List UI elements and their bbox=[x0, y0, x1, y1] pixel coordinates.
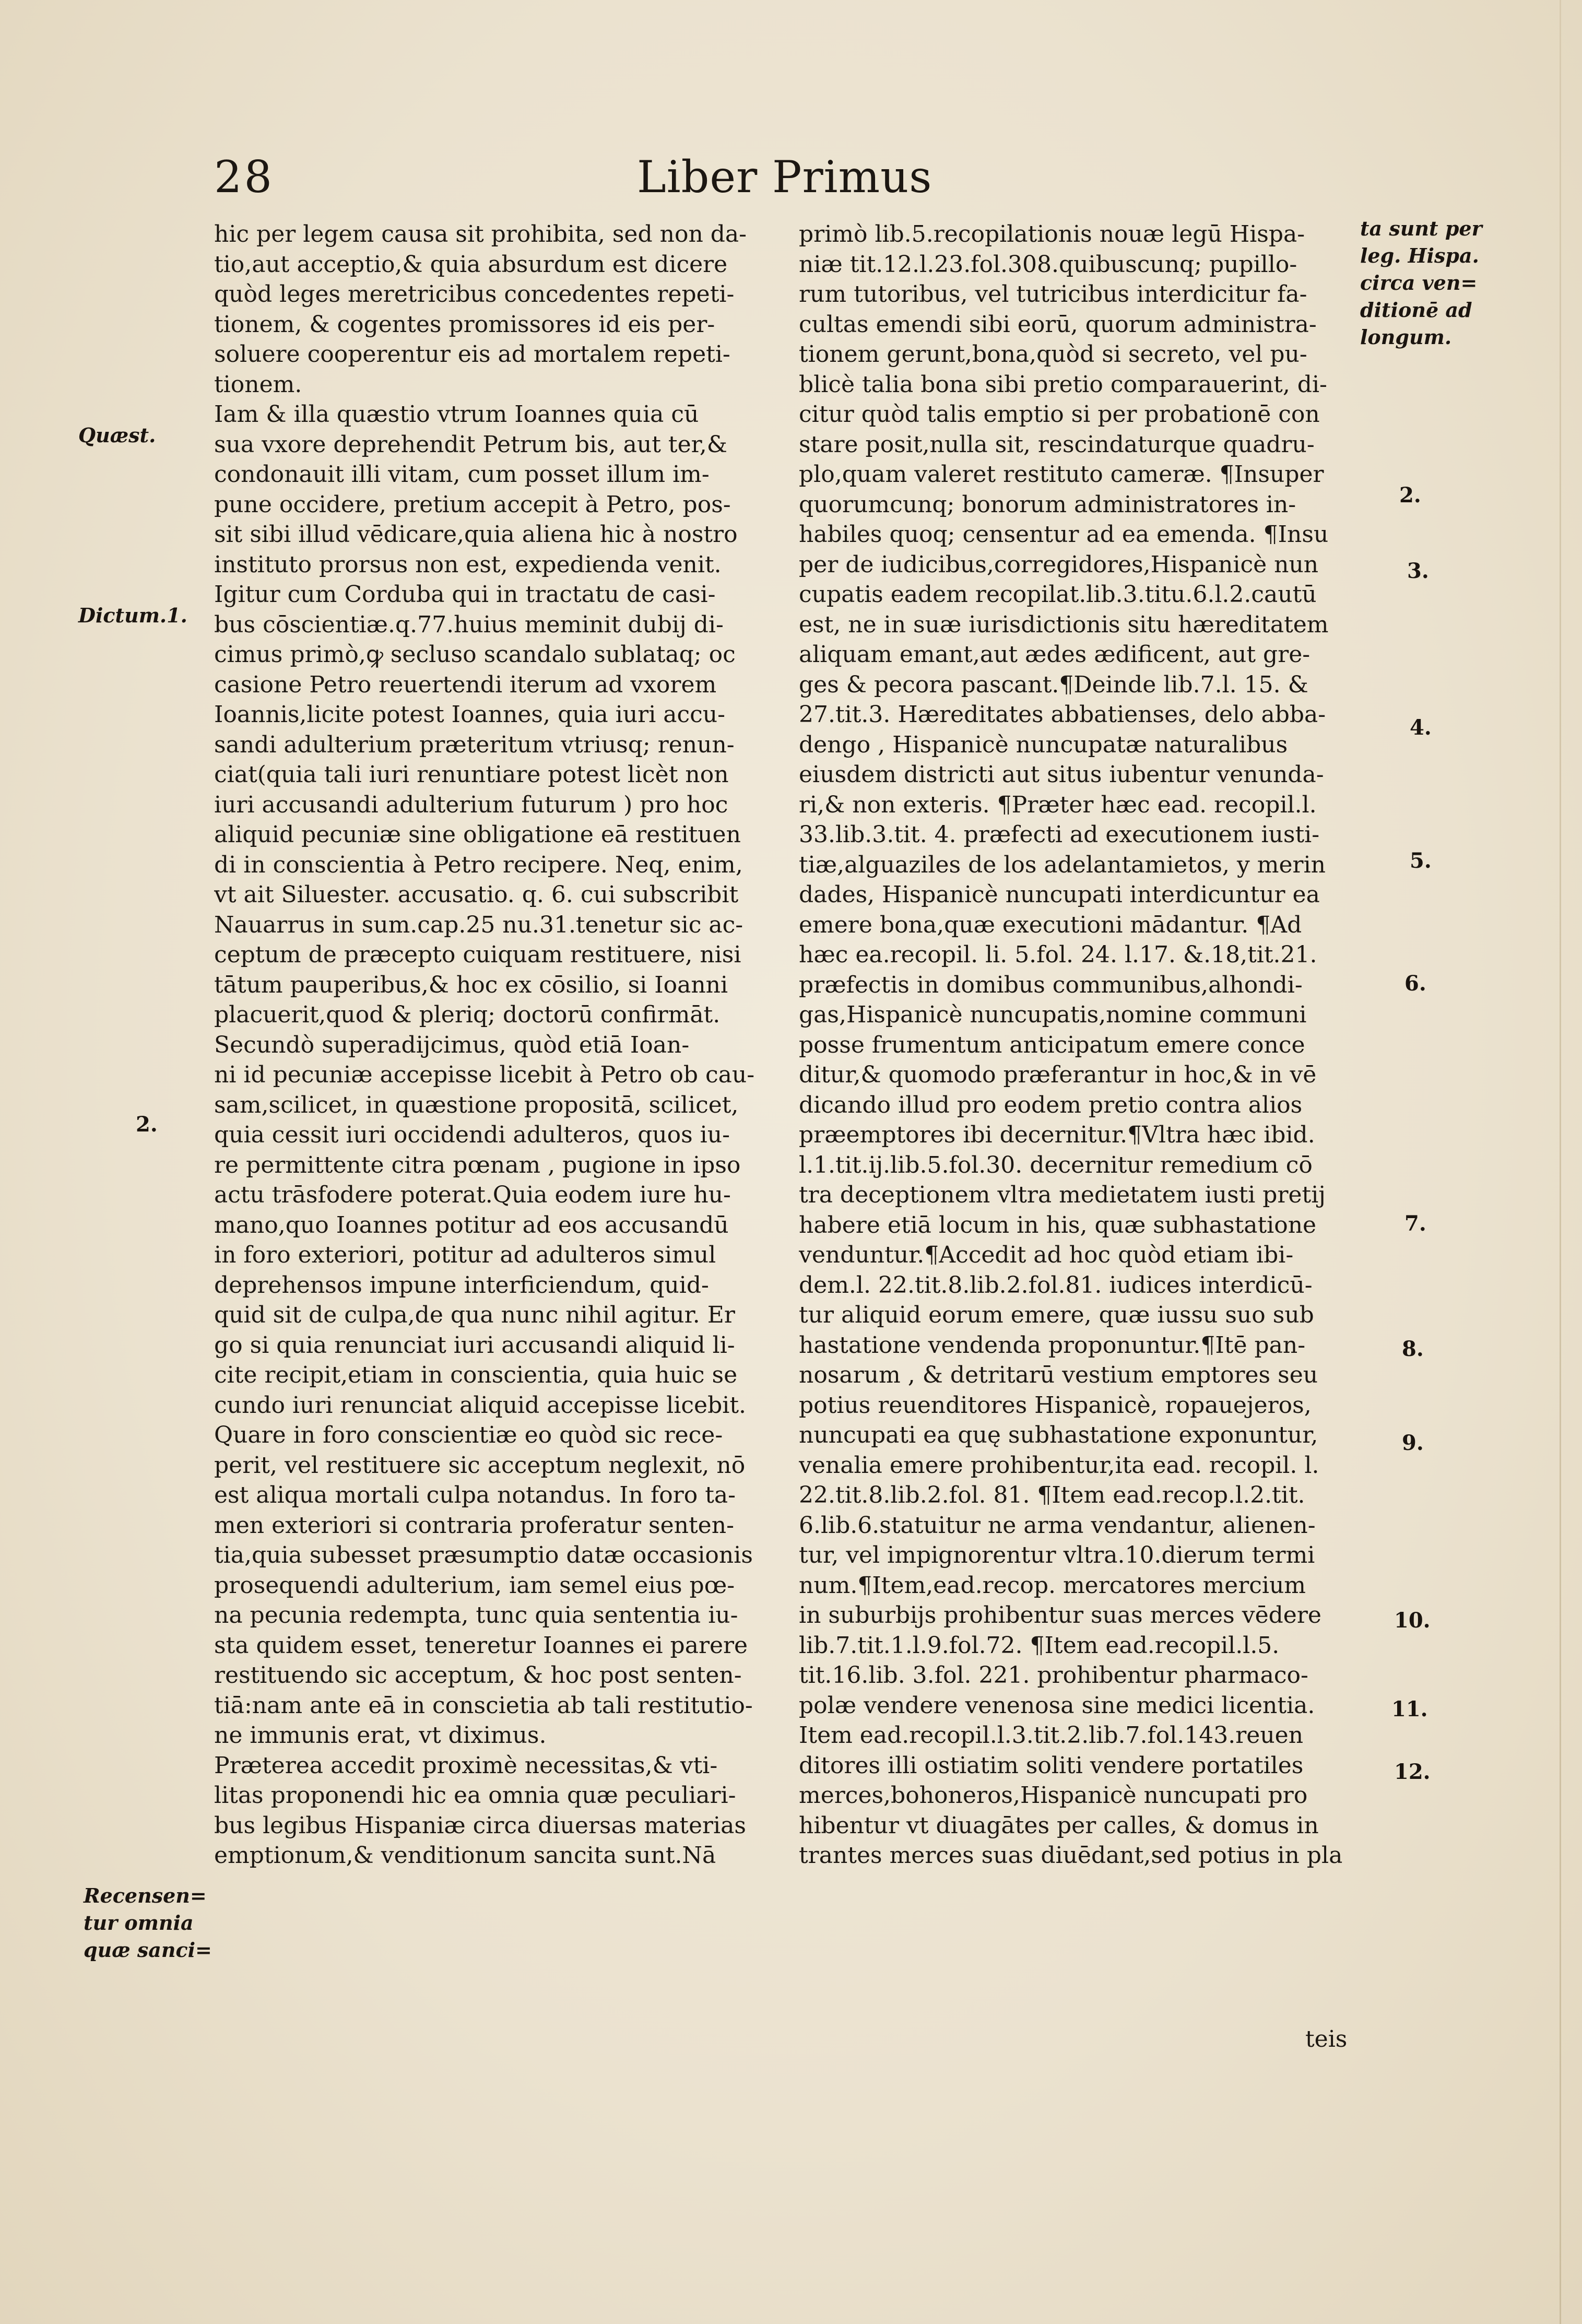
text-line: nosarum , & detritarū vestium emptores seu bbox=[799, 1362, 1318, 1388]
text-line: sta quidem esset, teneretur Ioannes ei parere bbox=[214, 1632, 748, 1659]
text-line: rum tutoribus, vel tutricibus interdicitur fa- bbox=[799, 281, 1307, 308]
text-line: habere etiā locum in his, quæ subhastatione bbox=[799, 1211, 1317, 1238]
text-line: emptionum,& venditionum sancita sunt.Nā bbox=[214, 1842, 716, 1869]
text-line: Ioannis,licite potest Ioannes, quia iuri accu- bbox=[214, 701, 725, 728]
text-line: actu trāsfodere poterat.Quia eodem iure hu- bbox=[214, 1182, 731, 1208]
text-line: trantes merces suas diuēdant,sed potius in pla bbox=[799, 1842, 1343, 1869]
text-line: emere bona,quæ executioni mādantur. ¶Ad bbox=[799, 911, 1302, 938]
text-line: præemptores ibi decernitur.¶Vltra hæc ibid. bbox=[799, 1122, 1315, 1148]
text-line: Secundò superadijcimus, quòd etiā Ioan- bbox=[214, 1031, 690, 1058]
text-line: cimus primò,ꝙ secluso scandalo sublataq; oc bbox=[214, 641, 736, 668]
text-line: stare posit,nulla sit, rescindaturque quadru- bbox=[799, 431, 1315, 458]
text-line: sandi adulterium præteritum vtriusq; renun- bbox=[214, 731, 735, 758]
text-line: mano,quo Ioannes potitur ad eos accusandū bbox=[214, 1211, 729, 1238]
text-line: cite recipit,etiam in conscientia, quia huic se bbox=[214, 1362, 738, 1388]
text-line: hæc ea.recopil. li. 5.fol. 24. l.17. &.18,tit.21. bbox=[799, 941, 1317, 968]
text-line: instituto prorsus non est, expedienda venit. bbox=[214, 551, 722, 578]
text-line: Igitur cum Corduba qui in tractatu de casi- bbox=[214, 581, 716, 608]
text-line: posse frumentum anticipatum emere conce bbox=[799, 1031, 1305, 1058]
margin-note-gloss: ta sunt per leg. Hispa. circa ven= ditionē ad longum. bbox=[1360, 217, 1482, 349]
text-line: tur aliquid eorum emere, quæ iussu suo sub bbox=[799, 1302, 1314, 1328]
text-line: cundo iuri renunciat aliquid accepisse licebit. bbox=[214, 1391, 746, 1419]
text-line: nuncupati ea quę subhastatione exponuntur, bbox=[799, 1422, 1318, 1448]
text-line: bus cōscientiæ.q.77.huius meminit dubij di- bbox=[214, 611, 724, 638]
text-line: deprehensos impune interficiendum, quid- bbox=[214, 1271, 709, 1299]
margin-number: 2. bbox=[136, 1112, 158, 1137]
text-line: num.¶Item,ead.recop. mercatores mercium bbox=[799, 1572, 1306, 1599]
margin-number: 3. bbox=[1407, 559, 1429, 583]
text-line: tiæ,alguaziles de los adelantamietos, y merin bbox=[799, 851, 1326, 878]
text-line: hastatione vendenda proponuntur.¶Itē pan- bbox=[799, 1331, 1306, 1359]
text-line: vt ait Siluester. accusatio. q. 6. cui subscribit bbox=[214, 881, 739, 908]
text-line: tionem. bbox=[214, 371, 302, 398]
text-line: Quare in foro conscientiæ eo quòd sic rece- bbox=[214, 1422, 723, 1448]
text-line: niæ tit.12.l.23.fol.308.quibuscunq; pupillo- bbox=[799, 251, 1297, 278]
text-line: tionem gerunt,bona,quòd si secreto, vel pu- bbox=[799, 341, 1307, 368]
text-line: ges & pecora pascant.¶Deinde lib.7.l. 15. & bbox=[799, 671, 1308, 698]
right-text-column bbox=[799, 219, 1352, 1871]
text-line: di in conscientia à Petro recipere. Neq, enim, bbox=[214, 851, 743, 878]
text-line: hibentur vt diuagātes per calles, & domus in bbox=[799, 1812, 1319, 1839]
text-line: eiusdem districti aut situs iubentur venunda- bbox=[799, 761, 1324, 788]
catchword: teis bbox=[1305, 2026, 1348, 2052]
text-line: est aliqua mortali culpa notandus. In foro ta- bbox=[214, 1482, 736, 1508]
text-line: ni id pecuniæ accepisse licebit à Petro ob cau- bbox=[214, 1061, 755, 1088]
text-line: pune occidere, pretium accepit à Petro, pos- bbox=[214, 491, 731, 518]
text-line: 6.lib.6.statuitur ne arma vendantur, alienen- bbox=[799, 1512, 1316, 1539]
text-line: tit.16.lib. 3.fol. 221. prohibentur pharmaco- bbox=[799, 1662, 1308, 1689]
margin-number: 9. bbox=[1402, 1431, 1424, 1455]
text-line: ri,& non exteris. ¶Præter hæc ead. recopil.l. bbox=[799, 791, 1317, 818]
margin-number: 11. bbox=[1391, 1697, 1428, 1721]
text-line: bus legibus Hispaniæ circa diuersas materias bbox=[214, 1812, 746, 1839]
running-title: Liber Primus bbox=[637, 151, 932, 203]
margin-number: 10. bbox=[1394, 1608, 1431, 1633]
text-line: sit sibi illud vēdicare,quia aliena hic à nostro bbox=[214, 521, 738, 548]
margin-note-quaest: Quæst. bbox=[78, 423, 156, 447]
text-line: ceptum de præcepto cuiquam restituere, nisi bbox=[214, 941, 741, 968]
margin-note-recensentur: Recensen= tur omnia quæ sanci= bbox=[84, 1884, 212, 1962]
text-line: dades, Hispanicè nuncupati interdicuntur ea bbox=[799, 881, 1320, 908]
text-line: venalia emere prohibentur,ita ead. recopil. l. bbox=[799, 1452, 1319, 1479]
text-line: tra deceptionem vltra medietatem iusti pretij bbox=[799, 1182, 1326, 1208]
text-line: habiles quoq; censentur ad ea emenda. ¶Insu bbox=[799, 521, 1329, 548]
text-line: re permittente citra pœnam , pugione in ipso bbox=[214, 1151, 741, 1178]
text-line: Nauarrus in sum.cap.25 nu.31.tenetur sic ac- bbox=[214, 911, 743, 938]
page-number: 28 bbox=[214, 151, 274, 203]
text-line: iuri accusandi adulterium futurum ) pro hoc bbox=[214, 791, 728, 818]
text-line: per de iudicibus,corregidores,Hispanicè nun bbox=[799, 551, 1319, 578]
margin-number: 2. bbox=[1399, 483, 1421, 508]
text-line: Præterea accedit proximè necessitas,& vti- bbox=[214, 1752, 718, 1779]
text-line: tia,quia subesset præsumptio datæ occasionis bbox=[214, 1542, 753, 1568]
text-line: 33.lib.3.tit. 4. præfecti ad executionem iusti- bbox=[799, 821, 1320, 848]
text-line: placuerit,quod & pleriq; doctorū confirmāt. bbox=[214, 1001, 721, 1028]
text-line: ditores illi ostiatim soliti vendere portatiles bbox=[799, 1752, 1304, 1779]
text-line: quòd leges meretricibus concedentes repeti- bbox=[214, 281, 735, 308]
text-line: sam,scilicet, in quæstione propositā, scilicet, bbox=[214, 1091, 739, 1118]
text-line: tio,aut acceptio,& quia absurdum est dicere bbox=[214, 251, 728, 278]
text-line: cultas emendi sibi eorū, quorum administra- bbox=[799, 311, 1317, 338]
text-line: quorumcunq; bonorum administratores in- bbox=[799, 491, 1296, 518]
margin-number: 5. bbox=[1410, 848, 1432, 873]
text-line: aliquid pecuniæ sine obligatione eā restituen bbox=[214, 821, 741, 848]
page-edge bbox=[1560, 0, 1561, 2324]
text-line: men exteriori si contraria proferatur senten- bbox=[214, 1512, 734, 1539]
margin-number: 6. bbox=[1404, 971, 1426, 996]
text-line: sua vxore deprehendit Petrum bis, aut ter,& bbox=[214, 431, 727, 458]
text-line: restituendo sic acceptum, & hoc post senten- bbox=[214, 1662, 742, 1689]
text-line: cupatis eadem recopilat.lib.3.titu.6.l.2.cautū bbox=[799, 581, 1317, 608]
text-line: tur, vel impignorentur vltra.10.dierum termi bbox=[799, 1542, 1315, 1568]
text-line: litas proponendi hic ea omnia quæ peculiari- bbox=[214, 1782, 736, 1809]
text-line: polæ vendere venenosa sine medici licentia. bbox=[799, 1692, 1315, 1719]
text-line: tiā:nam ante eā in conscietia ab tali restitutio- bbox=[214, 1692, 753, 1719]
margin-number: 12. bbox=[1394, 1760, 1431, 1784]
text-line: ditur,& quomodo præferantur in hoc,& in vē bbox=[799, 1061, 1317, 1088]
text-line: merces,bohoneros,Hispanicè nuncupati pro bbox=[799, 1782, 1308, 1809]
text-line: in suburbijs prohibentur suas merces vēdere bbox=[799, 1602, 1321, 1629]
text-line: prosequendi adulterium, iam semel eius pœ- bbox=[214, 1572, 735, 1599]
text-line: quia cessit iuri occidendi adulteros, quos iu- bbox=[214, 1122, 730, 1148]
text-line: gas,Hispanicè nuncupatis,nomine communi bbox=[799, 1001, 1307, 1028]
margin-number: 7. bbox=[1404, 1211, 1426, 1236]
text-line: 22.tit.8.lib.2.fol. 81. ¶Item ead.recop.l.2.tit. bbox=[799, 1482, 1305, 1508]
text-line: blicè talia bona sibi pretio comparauerint, di- bbox=[799, 371, 1327, 398]
text-line: Item ead.recopil.l.3.tit.2.lib.7.fol.143.reuen bbox=[799, 1722, 1304, 1749]
text-line: tātum pauperibus,& hoc ex cōsilio, si Ioanni bbox=[214, 971, 728, 998]
text-line: potius reuenditores Hispanicè, ropauejeros, bbox=[799, 1391, 1312, 1419]
margin-number: 8. bbox=[1402, 1337, 1424, 1361]
text-line: aliquam emant,aut ædes ædificent, aut gre- bbox=[799, 641, 1311, 668]
text-line: perit, vel restituere sic acceptum neglexit, nō bbox=[214, 1452, 746, 1479]
text-line: dem.l. 22.tit.8.lib.2.fol.81. iudices interdicū- bbox=[799, 1271, 1313, 1299]
text-line: præfectis in domibus communibus,alhondi- bbox=[799, 971, 1303, 998]
left-text-column bbox=[214, 219, 783, 1871]
text-line: primò lib.5.recopilationis nouæ legū Hispa- bbox=[799, 221, 1305, 247]
text-line: citur quòd talis emptio si per probationē con bbox=[799, 401, 1320, 428]
text-line: Iam & illa quæstio vtrum Ioannes quia cū bbox=[214, 401, 699, 428]
text-line: go si quia renunciat iuri accusandi aliquid li- bbox=[214, 1331, 735, 1359]
text-line: in foro exteriori, potitur ad adulteros simul bbox=[214, 1242, 716, 1268]
text-line: condonauit illi vitam, cum posset illum im- bbox=[214, 461, 710, 488]
text-line: ne immunis erat, vt diximus. bbox=[214, 1722, 547, 1749]
text-line: na pecunia redempta, tunc quia sententia iu- bbox=[214, 1602, 738, 1629]
text-line: dengo , Hispanicè nuncupatæ naturalibus bbox=[799, 731, 1288, 758]
text-line: ciat(quia tali iuri renuntiare potest licèt non bbox=[214, 761, 729, 788]
text-line: quid sit de culpa,de qua nunc nihil agitur. Er bbox=[214, 1302, 735, 1328]
text-line: dicando illud pro eodem pretio contra alios bbox=[799, 1091, 1303, 1118]
text-line: plo,quam valeret restituto cameræ. ¶Insuper bbox=[799, 461, 1324, 488]
text-line: soluere cooperentur eis ad mortalem repeti- bbox=[214, 341, 730, 368]
text-line: hic per legem causa sit prohibita, sed non da- bbox=[214, 221, 747, 247]
text-line: 27.tit.3. Hæreditates abbatienses, delo abba- bbox=[799, 701, 1326, 728]
text-line: venduntur.¶Accedit ad hoc quòd etiam ibi- bbox=[799, 1242, 1294, 1268]
text-line: est, ne in suæ iurisdictionis situ hæreditatem bbox=[799, 611, 1329, 638]
text-line: lib.7.tit.1.l.9.fol.72. ¶Item ead.recopil.l.5. bbox=[799, 1632, 1280, 1659]
text-line: l.1.tit.ij.lib.5.fol.30. decernitur remedium cō bbox=[799, 1151, 1313, 1178]
margin-note-dictum: Dictum.1. bbox=[78, 604, 187, 627]
margin-number: 4. bbox=[1410, 715, 1432, 740]
text-line: casione Petro reuertendi iterum ad vxorem bbox=[214, 671, 717, 698]
text-line: tionem, & cogentes promissores id eis per- bbox=[214, 311, 715, 338]
